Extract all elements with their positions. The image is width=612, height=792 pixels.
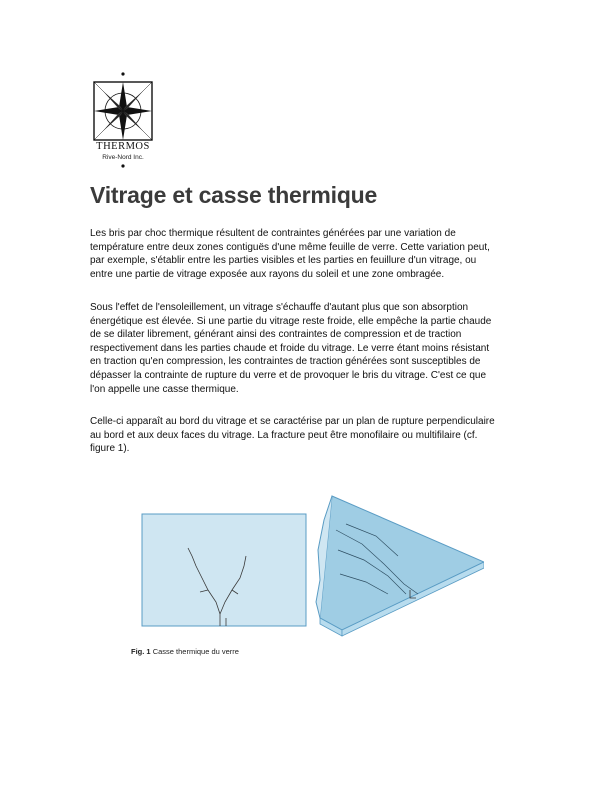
figure-caption-label: Fig. 1 bbox=[131, 647, 151, 656]
glass-pane-front bbox=[142, 514, 306, 626]
thermal-break-illustration bbox=[126, 490, 484, 664]
paragraph-mechanism: Sous l'effet de l'ensoleillement, un vitrage s'échauffe d'autant plus que son absorption énergétique est élevée. Si une partie du vitrage reste froide, elle empêche la partie chaude de se dilater librement, générant ainsi des contraintes de compression et de traction respectivement dans les parties chaude et froide du vitrage. Le verre étant moins résistant en traction qu'en compression, les contraintes de traction générées sont susceptibles de dépasser la contrainte de rupture du verre et de provoquer le bris du vitrage. C'est ce que l'on appelle une casse thermique. bbox=[90, 302, 492, 395]
brand-name: THERMOS bbox=[96, 141, 150, 152]
page-title: Vitrage et casse thermique bbox=[90, 182, 378, 208]
paragraph-fracture: Celle-ci apparaît au bord du vitrage et se caractérise par un plan de rupture perpendiculaire au bord et aux deux faces du vitrage. La fracture peut être monofilaire ou multifilaire (cf. figure 1). bbox=[90, 416, 495, 455]
figure-caption-text: Casse thermique du verre bbox=[152, 647, 239, 656]
brand-subtitle: Rive-Nord Inc. bbox=[102, 154, 144, 161]
glass-cutaway bbox=[316, 496, 484, 636]
paragraph-intro: Les bris par choc thermique résultent de contraintes générées par une variation de température entre deux zones contiguës d'une même feuille de verre. Cette variation peut, par exemple, s'établir entre les parties visibles et les parties en feuillure d'un vitrage, ou entre une partie de vitrage exposée aux rayons du soleil et une zone ombragée. bbox=[90, 228, 490, 280]
figure-caption bbox=[131, 647, 239, 656]
